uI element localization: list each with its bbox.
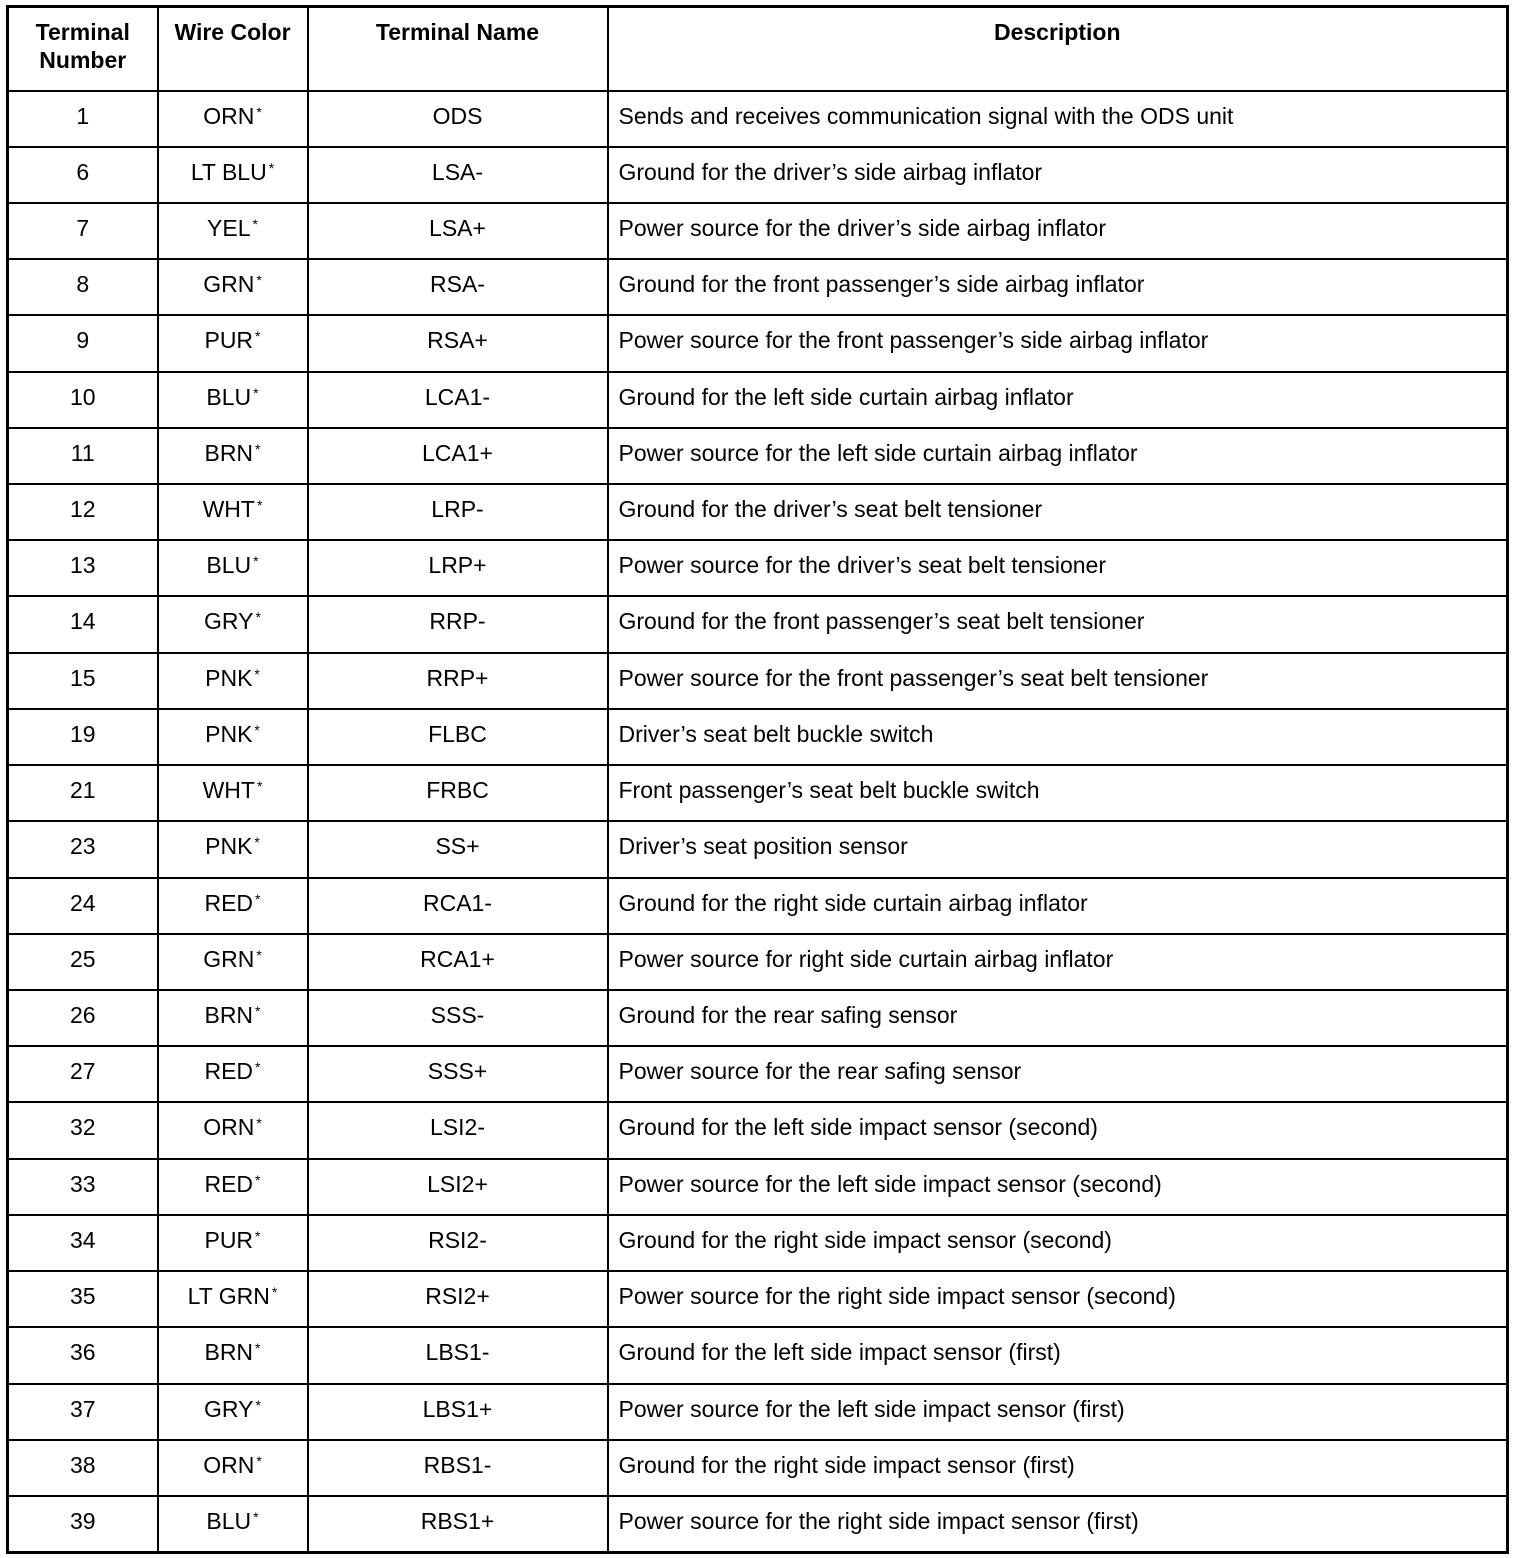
- wire-color-cell: [158, 765, 308, 821]
- wire-color-asterisk: *: [254, 834, 260, 851]
- wire-color-cell: [158, 372, 308, 428]
- description-cell: Ground for the front passenger’s seat belt tensioner: [608, 596, 1508, 652]
- description-cell: Driver’s seat belt buckle switch: [608, 709, 1508, 765]
- terminal-name-cell: ODS: [308, 91, 608, 147]
- terminal-number-cell: 11: [8, 428, 158, 484]
- terminal-number-cell: 36: [8, 1327, 158, 1383]
- table-row: [8, 147, 1508, 203]
- wire-color-asterisk: *: [255, 328, 261, 345]
- description-cell: Driver’s seat position sensor: [608, 821, 1508, 877]
- terminal-name-cell: LCA1+: [308, 428, 608, 484]
- terminal-name-cell: LSI2-: [308, 1102, 608, 1158]
- wire-color-cell: [158, 821, 308, 877]
- table-row: [8, 878, 1508, 934]
- wire-color-cell: [158, 484, 308, 540]
- terminal-number-cell: 21: [8, 765, 158, 821]
- description-cell: Power source for the left side impact sensor (second): [608, 1159, 1508, 1215]
- wire-color-cell: [158, 1271, 308, 1327]
- terminal-number-cell: 8: [8, 259, 158, 315]
- terminal-name-cell: LCA1-: [308, 372, 608, 428]
- terminal-number-cell: 35: [8, 1271, 158, 1327]
- table-row: [8, 540, 1508, 596]
- table-row: [8, 1159, 1508, 1215]
- wire-color-cell: [158, 91, 308, 147]
- wire-color-value: RED: [204, 889, 254, 916]
- description-cell: Sends and receives communication signal with the ODS unit: [608, 91, 1508, 147]
- terminal-number-cell: 39: [8, 1496, 158, 1553]
- wire-color-value: BRN: [204, 439, 254, 466]
- wire-color-asterisk: *: [256, 497, 263, 514]
- description-cell: Power source for the right side impact sensor (first): [608, 1496, 1508, 1553]
- wire-color-value: GRY: [204, 1395, 254, 1422]
- wire-color-value: RED: [204, 1170, 254, 1197]
- wire-color-asterisk: *: [256, 946, 262, 963]
- wire-color-asterisk: *: [255, 1340, 261, 1357]
- table-body: [8, 91, 1508, 1553]
- table-header: [8, 7, 1508, 91]
- wire-color-cell: [158, 315, 308, 371]
- wire-color-value: LT BLU: [190, 158, 267, 185]
- wire-color-asterisk: *: [253, 1508, 259, 1525]
- wire-color-cell: [158, 1440, 308, 1496]
- wire-color-cell: [158, 203, 308, 259]
- terminal-name-cell: RSA-: [308, 259, 608, 315]
- wire-color-asterisk: *: [255, 440, 261, 457]
- description-cell: Ground for the front passenger’s side airbag inflator: [608, 259, 1508, 315]
- description-cell: Power source for the right side impact sensor (second): [608, 1271, 1508, 1327]
- header-wire-color: Wire Color: [158, 7, 308, 91]
- table-row: [8, 1102, 1508, 1158]
- wire-color-value: WHT: [202, 496, 255, 523]
- wire-color-asterisk: *: [268, 159, 275, 176]
- terminal-number-cell: 23: [8, 821, 158, 877]
- terminal-number-cell: 38: [8, 1440, 158, 1496]
- terminal-name-cell: RBS1-: [308, 1440, 608, 1496]
- table-row: [8, 259, 1508, 315]
- table-row: [8, 1046, 1508, 1102]
- description-cell: Power source for the front passenger’s seat belt tensioner: [608, 653, 1508, 709]
- wire-color-asterisk: *: [252, 215, 258, 232]
- terminal-number-cell: 13: [8, 540, 158, 596]
- terminal-number-cell: 7: [8, 203, 158, 259]
- header-terminal-number: [8, 7, 158, 91]
- table-row: [8, 428, 1508, 484]
- terminal-number-cell: 10: [8, 372, 158, 428]
- wire-color-asterisk: *: [256, 1115, 262, 1132]
- terminal-name-cell: LRP+: [308, 540, 608, 596]
- wire-color-value: GRY: [204, 608, 254, 635]
- terminal-number-cell: 24: [8, 878, 158, 934]
- wire-color-cell: [158, 990, 308, 1046]
- terminal-name-cell: SS+: [308, 821, 608, 877]
- wire-color-value: BLU: [206, 1507, 252, 1534]
- description-cell: Ground for the right side impact sensor (first): [608, 1440, 1508, 1496]
- header-row: [8, 7, 1508, 91]
- terminal-number-cell: 34: [8, 1215, 158, 1271]
- wire-color-cell: [158, 878, 308, 934]
- table-row: [8, 653, 1508, 709]
- terminal-name-cell: RRP+: [308, 653, 608, 709]
- terminal-name-cell: SSS-: [308, 990, 608, 1046]
- wire-color-cell: [158, 428, 308, 484]
- header-terminal-name: Terminal Name: [308, 7, 608, 91]
- terminal-number-cell: 33: [8, 1159, 158, 1215]
- terminal-name-cell: LBS1-: [308, 1327, 608, 1383]
- terminal-number-cell: 32: [8, 1102, 158, 1158]
- table-row: [8, 1384, 1508, 1440]
- wire-color-value: BRN: [204, 1002, 254, 1028]
- description-cell: Ground for the left side curtain airbag inflator: [608, 372, 1508, 428]
- description-cell: Ground for the left side impact sensor (second): [608, 1102, 1508, 1158]
- wire-color-cell: [158, 1496, 308, 1553]
- terminal-name-cell: RCA1+: [308, 934, 608, 990]
- wire-color-asterisk: *: [253, 553, 259, 570]
- wire-color-cell: [158, 1215, 308, 1271]
- terminal-name-cell: FRBC: [308, 765, 608, 821]
- terminal-name-cell: RCA1-: [308, 878, 608, 934]
- table-row: [8, 203, 1508, 259]
- wire-color-asterisk: *: [253, 384, 259, 401]
- wire-color-value: LT GRN: [187, 1283, 270, 1310]
- description-cell: Power source for the front passenger’s side airbag inflator: [608, 315, 1508, 371]
- wire-color-cell: [158, 596, 308, 652]
- wire-color-asterisk: *: [255, 1003, 261, 1019]
- terminal-name-cell: RSA+: [308, 315, 608, 371]
- wire-color-asterisk: *: [254, 721, 260, 738]
- table-row: [8, 484, 1508, 540]
- wire-color-cell: [158, 1384, 308, 1440]
- wire-color-value: PNK: [205, 720, 253, 747]
- terminal-name-cell: LRP-: [308, 484, 608, 540]
- wire-color-cell: [158, 1046, 308, 1102]
- description-cell: Power source for the driver’s seat belt tensioner: [608, 540, 1508, 596]
- header-terminal-number-line-2: Number: [39, 47, 127, 73]
- terminal-number-cell: 25: [8, 934, 158, 990]
- table-row: [8, 709, 1508, 765]
- terminal-name-cell: LBS1+: [308, 1384, 608, 1440]
- wire-color-asterisk: *: [255, 1059, 261, 1076]
- table-row: [8, 990, 1508, 1046]
- table-row: [8, 315, 1508, 371]
- table-row: [8, 1496, 1508, 1553]
- terminal-number-cell: 37: [8, 1384, 158, 1440]
- wire-color-value: PUR: [204, 327, 254, 354]
- wire-color-cell: [158, 934, 308, 990]
- terminal-number-cell: 26: [8, 990, 158, 1046]
- wire-color-cell: [158, 540, 308, 596]
- table-row: [8, 1215, 1508, 1271]
- description-cell: Ground for the rear safing sensor: [608, 990, 1508, 1046]
- terminal-number-cell: 12: [8, 484, 158, 540]
- wire-color-value: ORN: [203, 1451, 255, 1478]
- description-cell: Power source for right side curtain airbag inflator: [608, 934, 1508, 990]
- wire-color-asterisk: *: [256, 778, 263, 795]
- wire-color-value: PNK: [205, 664, 253, 691]
- terminal-name-cell: RRP-: [308, 596, 608, 652]
- terminal-name-cell: RSI2+: [308, 1271, 608, 1327]
- wire-color-value: YEL: [207, 214, 251, 241]
- wire-color-value: ORN: [203, 1114, 255, 1141]
- terminal-number-cell: 14: [8, 596, 158, 652]
- description-cell: Ground for the right side impact sensor (second): [608, 1215, 1508, 1271]
- wire-color-value: BLU: [206, 383, 252, 410]
- wire-color-cell: [158, 259, 308, 315]
- table-row: [8, 1327, 1508, 1383]
- terminal-number-cell: 9: [8, 315, 158, 371]
- wire-color-asterisk: *: [255, 1396, 261, 1413]
- description-cell: Ground for the right side curtain airbag inflator: [608, 878, 1508, 934]
- terminal-number-cell: 15: [8, 653, 158, 709]
- header-description: Description: [608, 7, 1508, 91]
- terminal-name-cell: LSA+: [308, 203, 608, 259]
- table-row: [8, 596, 1508, 652]
- terminal-number-cell: 27: [8, 1046, 158, 1102]
- description-cell: Ground for the left side impact sensor (first): [608, 1327, 1508, 1383]
- terminal-name-cell: LSI2+: [308, 1159, 608, 1215]
- wire-color-value: PUR: [204, 1226, 254, 1253]
- header-terminal-number-line-1: Terminal: [35, 19, 130, 45]
- wire-color-asterisk: *: [255, 890, 261, 907]
- wire-color-cell: [158, 1327, 308, 1383]
- table-row: [8, 934, 1508, 990]
- wire-color-asterisk: *: [255, 609, 261, 626]
- wire-color-cell: [158, 147, 308, 203]
- terminal-name-cell: SSS+: [308, 1046, 608, 1102]
- table-row: [8, 91, 1508, 147]
- wire-color-asterisk: *: [255, 1227, 261, 1244]
- wire-color-asterisk: *: [256, 1452, 262, 1469]
- wire-color-value: WHT: [202, 777, 255, 804]
- table-row: [8, 372, 1508, 428]
- terminal-name-cell: LSA-: [308, 147, 608, 203]
- wire-color-asterisk: *: [271, 1284, 278, 1301]
- wire-color-value: GRN: [203, 271, 255, 298]
- description-cell: Ground for the driver’s seat belt tensioner: [608, 484, 1508, 540]
- table-row: [8, 821, 1508, 877]
- description-cell: Power source for the driver’s side airbag inflator: [608, 203, 1508, 259]
- description-cell: Front passenger’s seat belt buckle switch: [608, 765, 1508, 821]
- wire-color-asterisk: *: [254, 665, 260, 682]
- description-cell: Ground for the driver’s side airbag inflator: [608, 147, 1508, 203]
- description-cell: Power source for the rear safing sensor: [608, 1046, 1508, 1102]
- terminal-name-cell: RBS1+: [308, 1496, 608, 1553]
- wire-color-cell: [158, 709, 308, 765]
- wire-color-value: RED: [204, 1058, 254, 1085]
- wire-color-cell: [158, 1102, 308, 1158]
- wire-color-value: PNK: [205, 833, 253, 860]
- table-row: [8, 765, 1508, 821]
- wire-color-cell: [158, 653, 308, 709]
- wire-color-asterisk: *: [256, 103, 262, 120]
- wire-color-asterisk: *: [255, 1171, 261, 1188]
- description-cell: Power source for the left side curtain airbag inflator: [608, 428, 1508, 484]
- terminal-table: [6, 5, 1509, 1554]
- table-row: [8, 1271, 1508, 1327]
- terminal-number-cell: 6: [8, 147, 158, 203]
- wire-color-value: ORN: [203, 102, 255, 129]
- description-cell: Power source for the left side impact sensor (first): [608, 1384, 1508, 1440]
- wire-color-value: BRN: [204, 1339, 254, 1366]
- wire-color-value: BLU: [206, 552, 252, 579]
- terminal-number-cell: 1: [8, 91, 158, 147]
- terminal-number-cell: 19: [8, 709, 158, 765]
- wire-color-asterisk: *: [256, 272, 262, 289]
- table-row: [8, 1440, 1508, 1496]
- wire-color-cell: [158, 1159, 308, 1215]
- terminal-name-cell: FLBC: [308, 709, 608, 765]
- terminal-name-cell: RSI2-: [308, 1215, 608, 1271]
- wire-color-value: GRN: [203, 945, 255, 972]
